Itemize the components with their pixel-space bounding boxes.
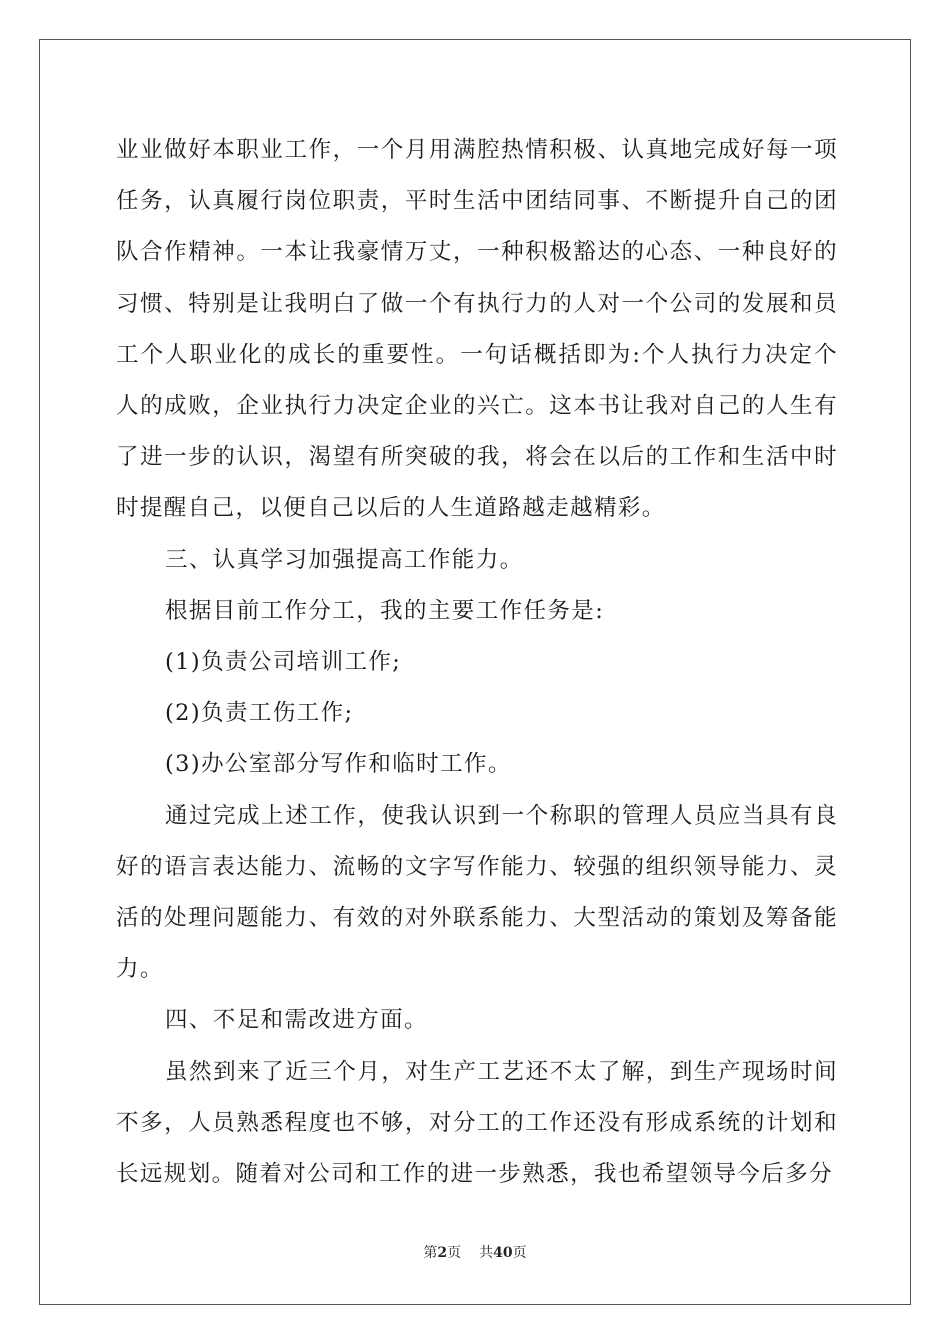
page-suffix: 页 bbox=[447, 1245, 462, 1261]
page-prefix: 第 bbox=[423, 1245, 438, 1261]
list-item-1: (1)负责公司培训工作; bbox=[165, 649, 402, 676]
list-item-3: (3)办公室部分写作和临时工作。 bbox=[165, 751, 512, 778]
paragraph-1: 业业做好本职业工作，一个月用满腔热情积极、认真地完成好每一项任务，认真履行岗位职责，平时生活中团结同事、不断提升自己的团队合作精神。一本让我豪情万丈，一种积极豁达的心态、一种良好的习惯、特别是让我明白了做一个有执行力的人对一个公司的发展和员工个人职业化的成长的重要性。一句话概括即为:个人执行力决定个人的成败，企业执行力决定企业的兴亡。这本书让我对自己的人生有了进一步的认识，渴望有所突破的我，将会在以后的工作和生活中时时提醒自己，以便自己以后的人生道路越走越精彩。 bbox=[116, 137, 838, 522]
total-pages: 40 bbox=[493, 1245, 513, 1261]
section-heading-4: 四、不足和需改进方面。 bbox=[165, 1007, 428, 1034]
page-number: 2 bbox=[437, 1245, 448, 1261]
paragraph-abilities: 通过完成上述工作，使我认识到一个称职的管理人员应当具有良好的语言表达能力、流畅的文字写作能力、较强的组织领导能力、灵活的处理问题能力、有效的对外联系能力、大型活动的策划及筹备能力。 bbox=[116, 802, 838, 983]
page-footer bbox=[0, 1243, 950, 1263]
total-suffix: 页 bbox=[512, 1245, 527, 1261]
list-item-2: (2)负责工伤工作; bbox=[165, 700, 354, 727]
document-body bbox=[116, 125, 838, 1200]
section-heading-3: 三、认真学习加强提高工作能力。 bbox=[165, 546, 524, 573]
paragraph-tasks-intro: 根据目前工作分工，我的主要工作任务是: bbox=[165, 597, 605, 624]
paragraph-shortcomings: 虽然到来了近三个月，对生产工艺还不太了解，到生产现场时间不多，人员熟悉程度也不够，对分工的工作还没有形成系统的计划和长远规划。随着对公司和工作的进一步熟悉，我也希望领导今后多分 bbox=[116, 1058, 838, 1188]
total-prefix: 共 bbox=[479, 1245, 494, 1261]
